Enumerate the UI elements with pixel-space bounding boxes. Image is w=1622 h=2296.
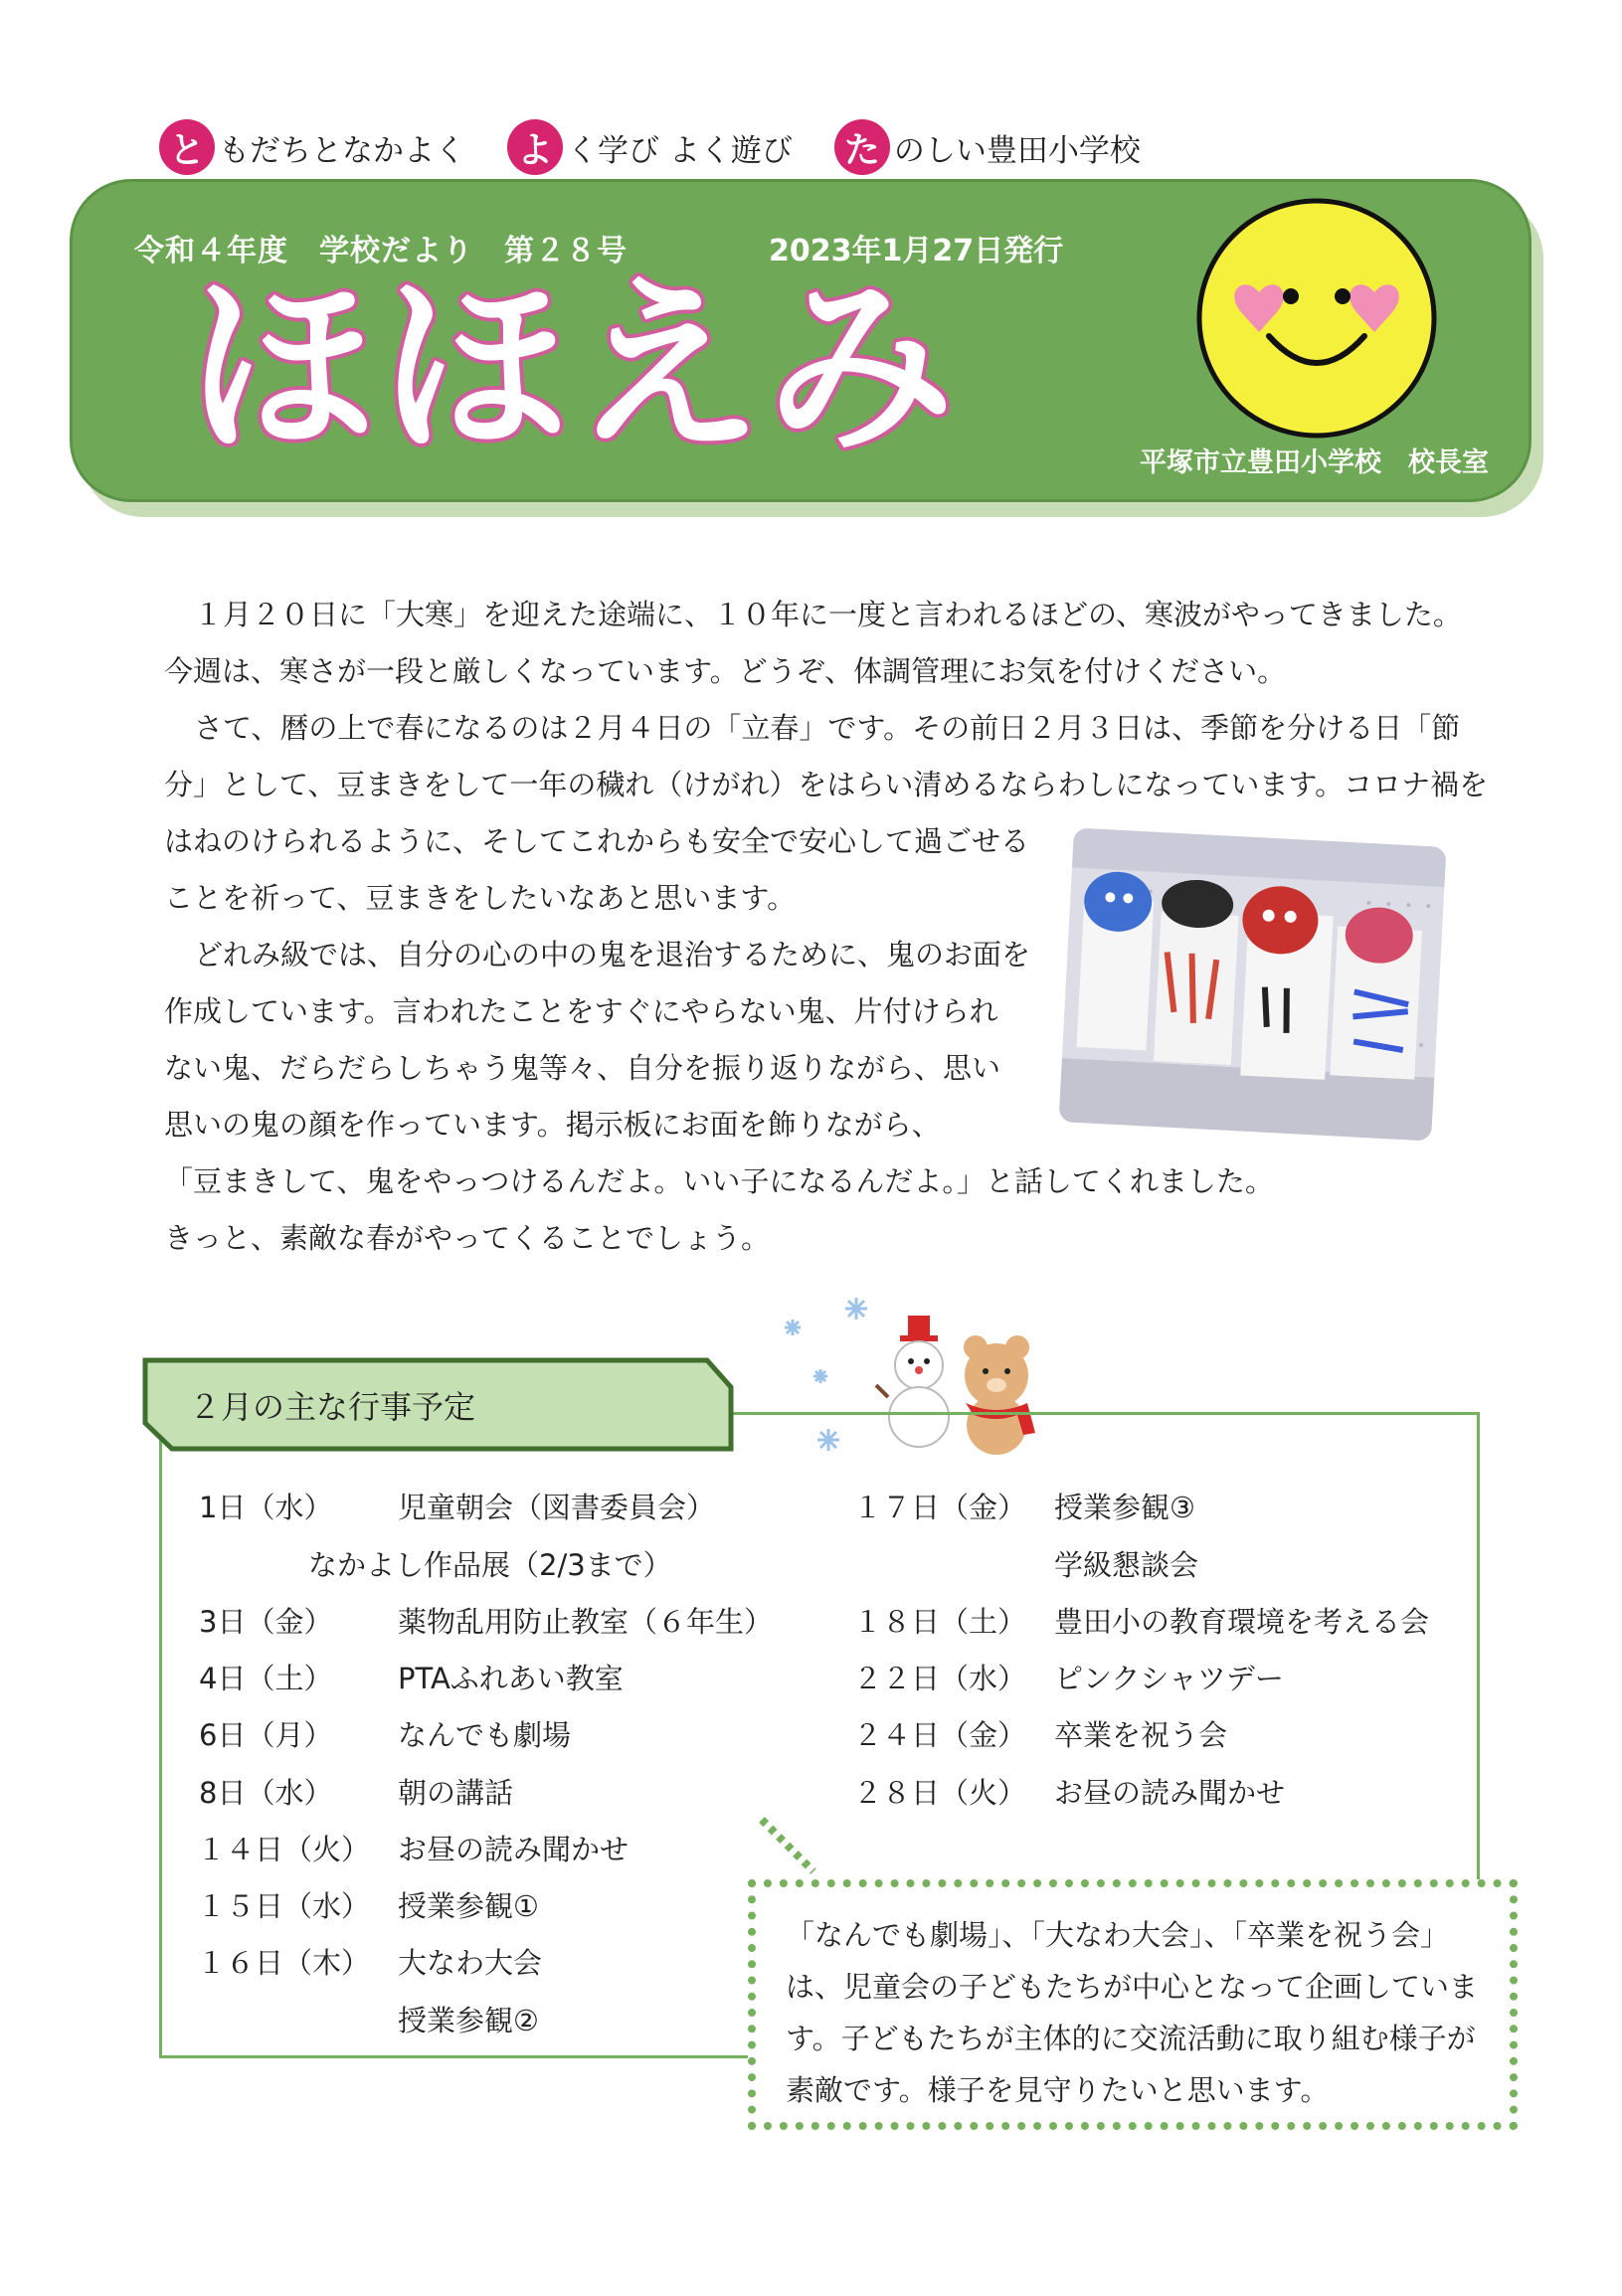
schedule-left-event: 朝の講話	[398, 1776, 514, 1810]
newsletter-banner	[70, 179, 1532, 502]
schedule-right-day: ２２日（水）	[853, 1662, 1027, 1695]
article-line: 今週は、寒さが一段と厳しくなっています。どうぞ、体調管理にお気を付けください。	[164, 654, 1287, 688]
article-line: 思いの鬼の顔を作っています。掲示板にお面を飾りながら、	[164, 1108, 941, 1142]
schedule-left-event: 大なわ大会	[398, 1946, 543, 1980]
newsletter-title: ほほえみ	[187, 258, 960, 477]
schedule-left-event: 児童朝会（図書委員会）	[398, 1491, 716, 1524]
article-line: さて、暦の上で春になるのは２月４日の「立春」です。その前日２月３日は、季節を分ける日「節	[194, 711, 1461, 745]
schedule-left-event: 授業参観①	[398, 1889, 539, 1923]
issue-label: 令和４年度 学校だより 第２８号	[134, 234, 628, 268]
article-line: ことを祈って、豆まきをしたいなあと思います。	[164, 881, 797, 915]
schedule-left-event: なかよし作品展（2/3まで）	[308, 1548, 672, 1582]
school-office: 平塚市立豊田小学校 校長室	[1140, 447, 1489, 478]
schedule-right-event: 豊田小の教育環境を考える会	[1054, 1605, 1430, 1639]
oni-mask-photo	[1059, 827, 1447, 1141]
motto-text-1: もだちとなかよく	[219, 132, 465, 169]
note-line: 「なんでも劇場」、「大なわ大会」、「卒業を祝う会」	[786, 1918, 1450, 1952]
note-callout	[748, 1879, 1518, 2130]
article-line: １月２０日に「大寒」を迎えた途端に、１０年に一度と言われるほどの、寒波がやってきました。	[194, 598, 1462, 631]
schedule-left-day: １５日（水）	[197, 1889, 371, 1923]
article-line: 分」として、豆まきをして一年の穢れ（けがれ）をはらい清めるならわしになっています。コロナ禍を	[164, 768, 1489, 801]
schedule-left-day: 3日（金）	[199, 1605, 333, 1639]
article-line: 作成しています。言われたことをすぐにやらない鬼、片付けられ	[164, 994, 998, 1028]
schedule-right-day: １７日（金）	[853, 1491, 1027, 1524]
schedule-left-event: なんでも劇場	[398, 1718, 572, 1752]
schedule-right-event: ピンクシャツデー	[1054, 1662, 1284, 1695]
article-line: はねのけられるように、そしてこれからも安全で安心して過ごせる	[164, 824, 1030, 858]
schedule-left-day: 4日（土）	[199, 1662, 333, 1695]
schedule-right-event: 学級懇談会	[1054, 1548, 1199, 1582]
school-motto	[159, 117, 1182, 177]
article-line: きっと、素敵な春がやってくることでしょう。	[164, 1221, 771, 1255]
smiley-face-icon	[1193, 195, 1440, 442]
schedule-right-day: １８日（土）	[853, 1605, 1027, 1639]
note-line: は、児童会の子どもたちが中心となって企画していま	[786, 1970, 1479, 2004]
motto-part-1	[159, 119, 465, 175]
schedule-right-event: お昼の読み聞かせ	[1054, 1776, 1286, 1810]
schedule-left-day: １６日（木）	[197, 1946, 371, 1980]
schedule-left-event: 薬物乱用防止教室（６年生）	[398, 1605, 774, 1639]
note-pointer	[758, 1816, 817, 1875]
motto-initial-ta: た	[834, 119, 890, 175]
schedule-left-event: お昼の読み聞かせ	[398, 1833, 630, 1866]
article-line: 「豆まきして、鬼をやっつけるんだよ。いい子になるんだよ。」と話してくれました。	[164, 1164, 1274, 1198]
schedule-left-event: PTAふれあい教室	[398, 1662, 624, 1695]
note-line: す。子どもたちが主体的に交流活動に取り組む様子が	[786, 2022, 1476, 2055]
schedule-right-day: ２８日（火）	[853, 1776, 1027, 1810]
issue-date: 2023年1月27日発行	[769, 234, 1064, 268]
article-line: ない鬼、だらだらしちゃう鬼等々、自分を振り返りながら、思い	[164, 1051, 1001, 1085]
schedule-left-event: 授業参観②	[398, 2004, 539, 2037]
motto-text-3: のしい豊田小学校	[893, 132, 1141, 169]
motto-initial-yo: よ	[507, 119, 563, 175]
schedule-right-event: 授業参観③	[1054, 1491, 1195, 1524]
schedule-title: ２月の主な行事予定	[189, 1388, 476, 1426]
oni-mask-illustration	[1059, 827, 1447, 1141]
schedule-right-event: 卒業を祝う会	[1054, 1718, 1228, 1752]
article-line: どれみ級では、自分の心の中の鬼を退治するために、鬼のお面を	[194, 938, 1031, 971]
motto-text-2: く学び よく遊び	[567, 132, 793, 169]
schedule-left-day: １４日（火）	[197, 1833, 371, 1866]
motto-part-3	[834, 119, 1141, 175]
schedule-left-day: 1日（水）	[199, 1491, 333, 1524]
schedule-left-day: 8日（水）	[199, 1776, 333, 1810]
motto-initial-to: と	[159, 119, 215, 175]
schedule-right-day: ２４日（金）	[853, 1718, 1027, 1752]
note-line: 素敵です。様子を見守りたいと思います。	[786, 2073, 1330, 2107]
schedule-left-day: 6日（月）	[199, 1718, 333, 1752]
motto-part-2	[507, 119, 793, 175]
